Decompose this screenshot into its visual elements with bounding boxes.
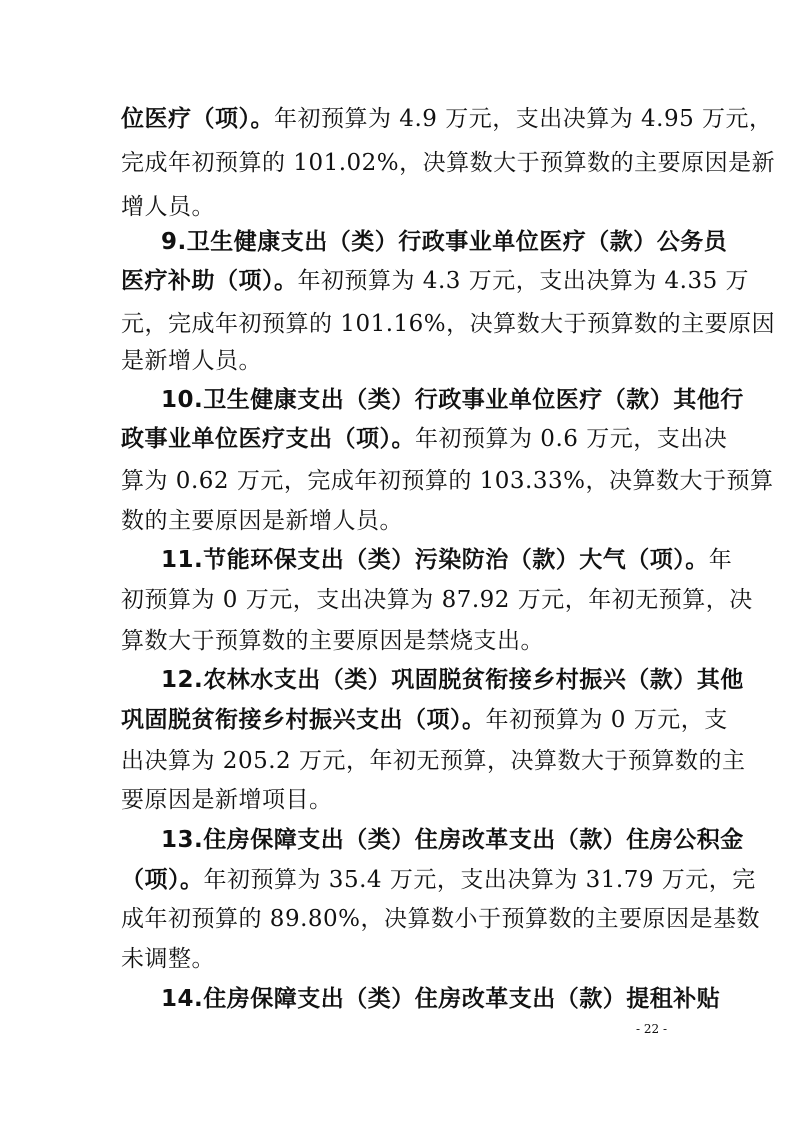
body-text: 完成年初预算的 101.02%，决算数大于预算数的主要原因是新: [121, 150, 776, 176]
text-line: [161, 984, 720, 1014]
text-line: [161, 665, 744, 695]
text-line: [161, 545, 732, 575]
text-line: [121, 192, 215, 222]
text-line: [121, 466, 773, 496]
text-line: [121, 944, 215, 974]
body-text: 年: [708, 547, 733, 573]
body-text: 初预算为 0 万元，支出决算为 87.92 万元，年初无预算，决: [121, 587, 753, 613]
text-line: [121, 506, 403, 536]
body-text: 元，完成年初预算的 101.16%，决算数大于预算数的主要原因: [121, 311, 776, 337]
bold-heading: 9.卫生健康支出（类）行政事业单位医疗（款）公务员: [161, 229, 728, 255]
text-line: [121, 705, 728, 735]
body-text: 成年初预算的 89.80%，决算数小于预算数的主要原因是基数: [121, 906, 761, 932]
body-text: 年初预算为 0 万元，支: [485, 707, 728, 733]
body-text: 增人员。: [121, 194, 215, 220]
text-line: [121, 865, 756, 895]
body-text: 算为 0.62 万元，完成年初预算的 103.33%，决算数大于预算: [121, 468, 774, 494]
body-text: 年初预算为 35.4 万元，支出决算为 31.79 万元，完: [203, 867, 756, 893]
text-line: [121, 904, 760, 934]
bold-heading: 14.住房保障支出（类）住房改革支出（款）提租补贴: [161, 986, 721, 1012]
text-line: [121, 626, 544, 656]
body-text: 算数大于预算数的主要原因是禁烧支出。: [121, 628, 544, 654]
body-text: 未调整。: [121, 946, 215, 972]
bold-heading: 10.卫生健康支出（类）行政事业单位医疗（款）其他行: [161, 387, 744, 413]
text-line: [161, 825, 744, 855]
bold-heading: 11.节能环保支出（类）污染防治（款）大气（项）。: [161, 547, 709, 573]
bold-heading: 政事业单位医疗支出（项）。: [121, 426, 415, 452]
text-line: [121, 746, 745, 776]
body-text: 年初预算为 4.9 万元，支出决算为 4.95 万元，: [274, 106, 773, 132]
text-line: [121, 346, 262, 376]
body-text: 年初预算为 4.3 万元，支出决算为 4.35 万: [297, 268, 750, 294]
text-line: [161, 227, 727, 257]
text-line: [121, 104, 773, 134]
text-line: [121, 309, 775, 339]
text-line: [121, 785, 333, 815]
bold-heading: 位医疗（项）。: [121, 106, 274, 132]
body-text: 年初预算为 0.6 万元，支出决: [415, 426, 728, 452]
text-line: [121, 424, 727, 454]
bold-heading: 医疗补助（项）。: [121, 268, 298, 294]
bold-heading: （项）。: [121, 867, 204, 893]
bold-heading: 巩固脱贫衔接乡村振兴支出（项）。: [121, 707, 486, 733]
body-text: 要原因是新增项目。: [121, 787, 333, 813]
text-line: [121, 148, 775, 178]
text-line: [121, 266, 749, 296]
text-line: [121, 585, 753, 615]
body-text: 数的主要原因是新增人员。: [121, 508, 403, 534]
bold-heading: 13.住房保障支出（类）住房改革支出（款）住房公积金: [161, 827, 744, 853]
text-line: [161, 385, 744, 415]
bold-heading: 12.农林水支出（类）巩固脱贫衔接乡村振兴（款）其他: [161, 667, 744, 693]
body-text: 出决算为 205.2 万元，年初无预算，决算数大于预算数的主: [121, 748, 746, 774]
page-number: - 22 -: [636, 1022, 668, 1036]
body-text: 是新增人员。: [121, 348, 262, 374]
